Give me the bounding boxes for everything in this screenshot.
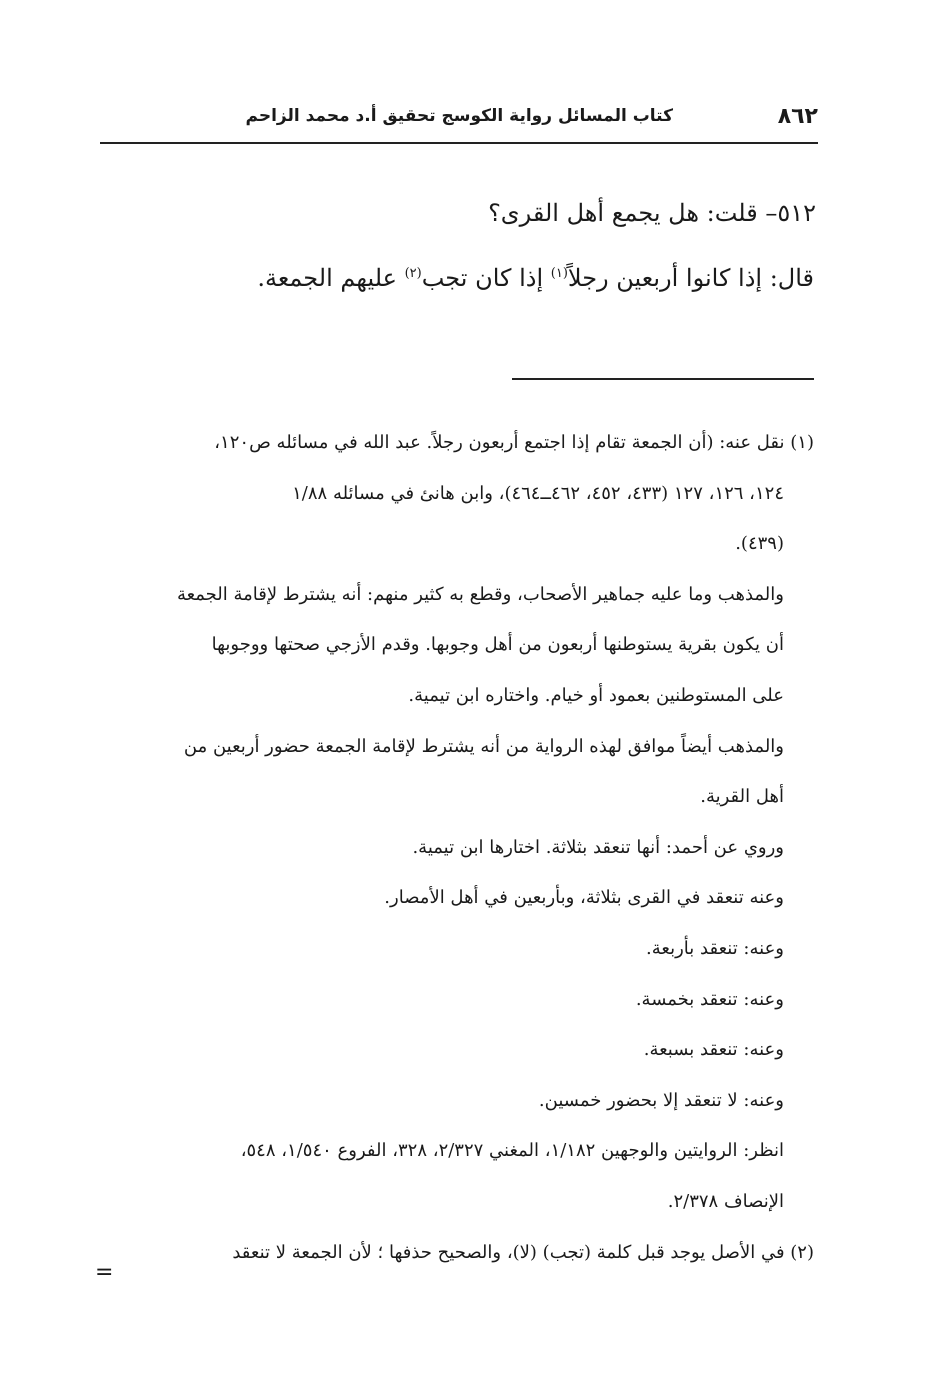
footnote-line: انظر: الروايتين والوجهين ١/١٨٢، المغني ٢/٣٢٧، ٣٢٨، الفروع ١/٥٤٠، ٥٤٨، xyxy=(240,1140,784,1162)
footnote-line: وعنه: تنعقد بخمسة. xyxy=(635,988,784,1010)
footnote-line: (٢) في الأصل يوجد قبل كلمة (تجب) (لا)، والصحيح حذفها ؛ لأن الجمعة لا تنعقد xyxy=(232,1241,814,1263)
footnote-line: الإنصاف ٢/٣٧٨. xyxy=(667,1190,784,1212)
footnote-line: ١٢٤، ١٢٦، ١٢٧ (٤٣٣، ٤٥٢، ٤٦٢ــ٤٦٤)، وابن هانئ في مسائله ١/٨٨ xyxy=(292,482,784,504)
footnote-line: على المستوطنين بعمود أو خيام. واختاره ابن تيمية. xyxy=(408,684,784,706)
footnote-ref-1: (١) xyxy=(550,266,568,281)
footnote-line: وعنه: تنعقد بسبعة. xyxy=(643,1039,784,1061)
answer-part-3: عليهم الجمعة. xyxy=(257,264,405,292)
running-title: كتاب المسائل رواية الكوسج تحقيق أ.د محمد الزاحم xyxy=(245,106,673,126)
footnote-line: وعنه: لا تنعقد إلا بحضور خمسين. xyxy=(538,1089,784,1111)
footnote-line: وعنه تنعقد في القرى بثلاثة، وبأربعين في أهل الأمصار. xyxy=(384,887,784,909)
footnote-line: والمذهب وما عليه جماهير الأصحاب، وقطع به كثير منهم: أنه يشترط لإقامة الجمعة xyxy=(176,583,784,605)
continuation-mark: = xyxy=(95,1260,114,1285)
question-dash: – xyxy=(757,199,778,227)
page-header xyxy=(100,100,818,144)
answer-part-1: قال: إذا كانوا أربعين رجلاً xyxy=(567,264,814,292)
footnote-line: والمذهب أيضاً موافق لهذه الرواية من أنه يشترط لإقامة الجمعة حضور أربعين من xyxy=(183,735,784,757)
question-text: قلت: هل يجمع أهل القرى؟ xyxy=(488,199,758,227)
answer-part-2: إذا كان تجب xyxy=(421,264,551,292)
footnote-line: وروي عن أحمد: أنها تنعقد بثلاثة. اختارها ابن تيمية. xyxy=(412,836,784,858)
footnote-line: وعنه: تنعقد بأربعة. xyxy=(646,937,784,959)
footnote-line: (١) نقل عنه: (أن الجمعة تقام إذا اجتمع أربعون رجلاً. عبد الله في مسائله ص١٢٠، xyxy=(214,432,814,453)
footnote-line: أهل القرية. xyxy=(700,786,784,808)
footnote-line: (٤٣٩). xyxy=(735,533,784,555)
footnote-line: أن يكون بقرية يستوطنها أربعون من أهل وجوبها. وقدم الأزجي صحتها ووجوبها xyxy=(211,634,784,656)
question-line xyxy=(116,193,816,233)
footnotes-block xyxy=(102,418,814,1278)
page-number: ٨٦٢ xyxy=(777,104,818,129)
question-number: ٥١٢ xyxy=(777,199,816,227)
footnote-separator xyxy=(512,378,814,380)
answer-line xyxy=(114,258,814,298)
footnote-ref-2: (٢) xyxy=(404,266,422,281)
